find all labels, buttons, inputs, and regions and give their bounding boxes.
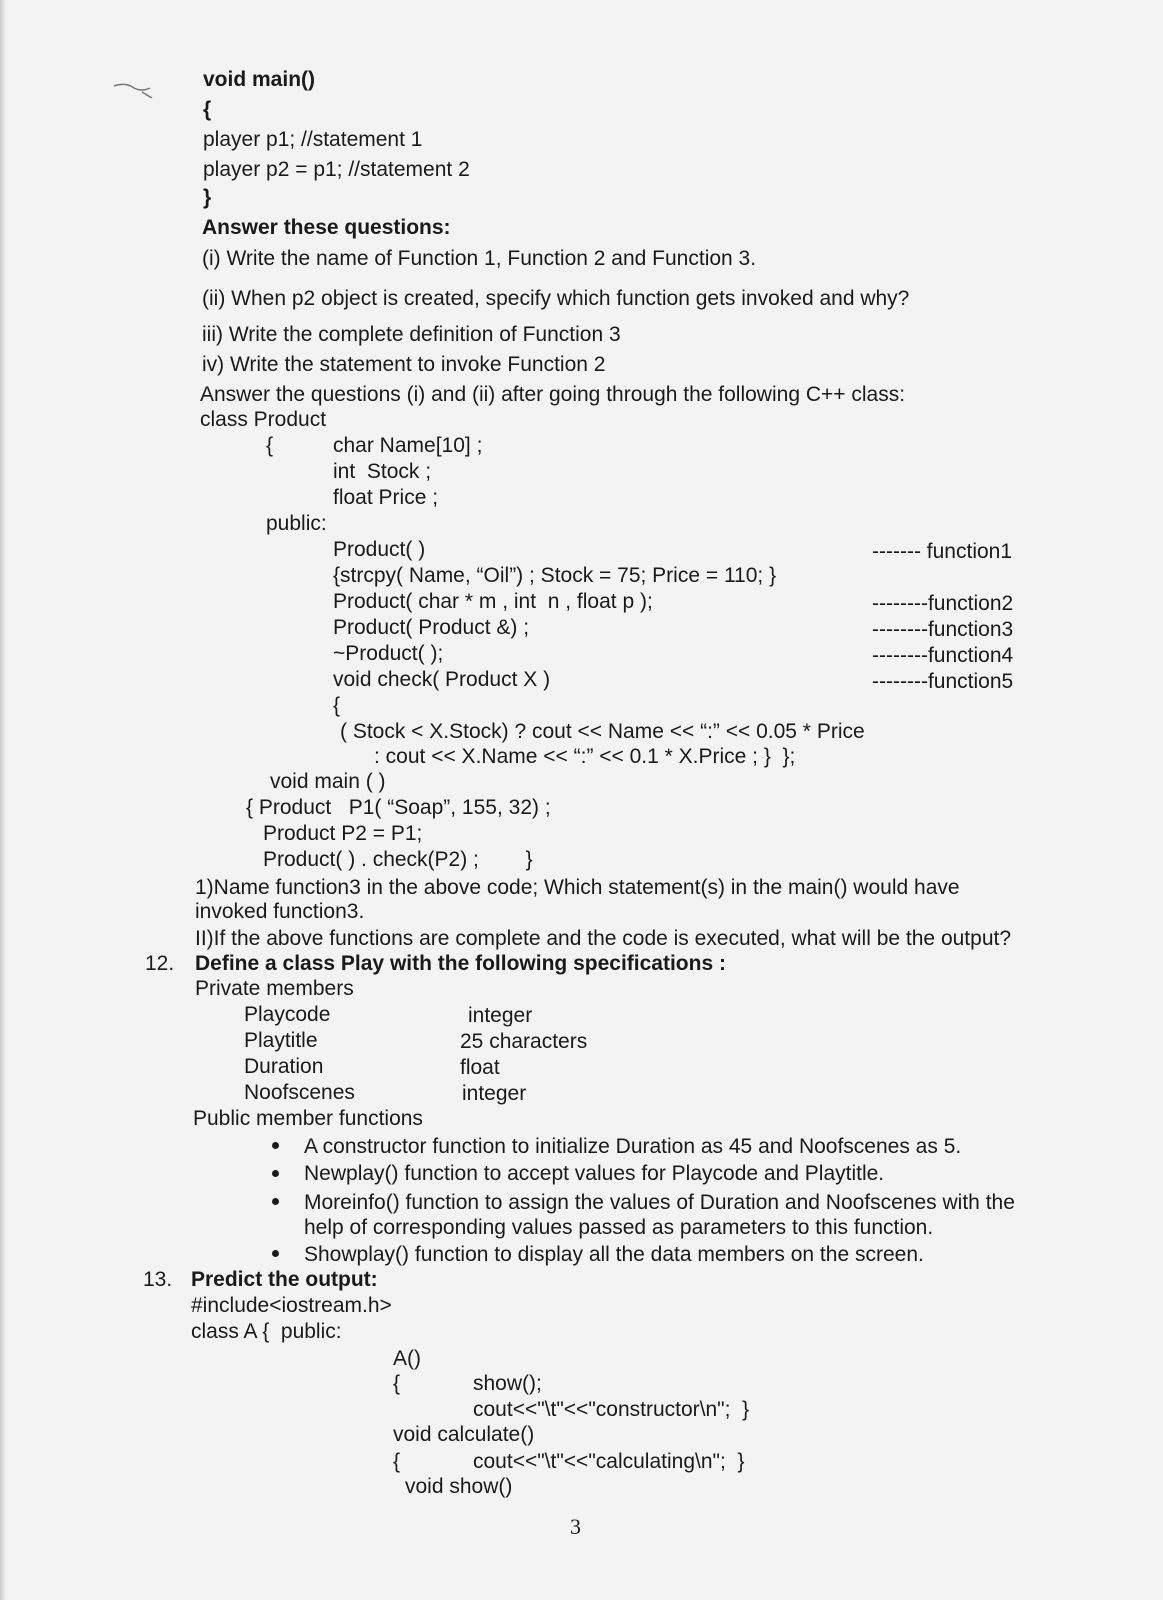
code-line: { (266, 434, 274, 457)
code-line: cout<<"\t"<<"constructor\n"; } (473, 1398, 750, 1421)
bullet-icon (272, 1142, 279, 1149)
code-line: char Name[10] ; (333, 434, 483, 457)
question-part: iv) Write the statement to invoke Function 2 (202, 353, 606, 376)
function-label: --------function3 (872, 618, 1014, 641)
code-line: ( Stock < X.Stock) ? cout << Name << “:” << 0.05 * Price (340, 720, 865, 743)
question-part: (i) Write the name of Function 1, Function 2 and Function 3. (202, 247, 757, 270)
code-line: class Product (200, 408, 327, 431)
code-line: public: (266, 512, 327, 535)
question-part: II)If the above functions are complete and the code is executed, what will be the output? (195, 927, 1012, 950)
pen-mark-icon (112, 78, 157, 98)
code-line: { (203, 98, 212, 121)
code-line: show(); (473, 1372, 542, 1395)
question-heading: Answer these questions: (202, 216, 451, 239)
code-line: cout<<"\t"<<"calculating\n"; } (473, 1450, 745, 1473)
code-line: {strcpy( Name, “Oil”) ; Stock = 75; Price = 110; } (333, 564, 777, 587)
member-type: float (460, 1056, 500, 1079)
member-name: Playcode (244, 1003, 331, 1026)
code-line: void check( Product X ) (333, 668, 551, 691)
member-name: Noofscenes (244, 1081, 355, 1104)
function-label: --------function2 (872, 592, 1014, 615)
code-line: Product( ) (333, 538, 426, 561)
code-line: #include<iostream.h> (191, 1294, 392, 1317)
question-part: invoked function3. (195, 900, 365, 923)
code-line: { (333, 694, 341, 717)
question-part: (ii) When p2 object is created, specify which function gets invoked and why? (202, 287, 910, 310)
question-title: Predict the output: (191, 1268, 378, 1291)
section-label: Public member functions (193, 1107, 423, 1130)
question-title: Define a class Play with the following specifications : (195, 952, 726, 975)
code-line: class A { public: (191, 1320, 342, 1343)
code-line: float Price ; (333, 486, 439, 509)
function-label: --------function4 (872, 644, 1014, 667)
code-line: void calculate() (393, 1423, 535, 1446)
code-line: Product( ) . check(P2) ; } (263, 848, 533, 871)
question-number: 13. (143, 1268, 173, 1291)
code-line: A() (393, 1347, 421, 1370)
function-label: ------- function1 (872, 540, 1013, 563)
code-line: : cout << X.Name << “:” << 0.1 * X.Price ; } }; (374, 745, 796, 768)
question-part: 1)Name function3 in the above code; Which statement(s) in the main() would have (195, 876, 960, 899)
section-label: Private members (195, 977, 354, 1000)
scan-edge (0, 0, 6, 1600)
bullet-text: help of corresponding values passed as parameters to this function. (304, 1216, 934, 1239)
bullet-text: Showplay() function to display all the data members on the screen. (304, 1243, 924, 1266)
page-number: 3 (570, 1514, 581, 1539)
member-type: integer (462, 1082, 527, 1105)
bullet-text: A constructor function to initialize Duration as 45 and Noofscenes as 5. (304, 1135, 962, 1158)
question-number: 12. (145, 952, 175, 975)
code-line: ~Product( ); (333, 642, 444, 665)
code-line: player p1; //statement 1 (203, 128, 423, 151)
member-type: 25 characters (460, 1030, 588, 1053)
code-line: { (393, 1450, 401, 1473)
bullet-icon (272, 1250, 279, 1257)
member-name: Duration (244, 1055, 324, 1078)
code-line: void main ( ) (270, 770, 386, 793)
question-intro: Answer the questions (i) and (ii) after going through the following C++ class: (200, 383, 906, 406)
member-name: Playtitle (244, 1029, 318, 1052)
bullet-text: Newplay() function to accept values for Playcode and Playtitle. (304, 1162, 885, 1185)
code-line: { (393, 1372, 401, 1395)
code-line: } (203, 186, 212, 209)
code-line: Product( Product &) ; (333, 616, 530, 639)
code-line: int Stock ; (333, 460, 432, 483)
bullet-icon (272, 1170, 279, 1177)
question-part: iii) Write the complete definition of Function 3 (202, 323, 621, 346)
function-label: --------function5 (872, 670, 1014, 693)
member-type: integer (468, 1004, 533, 1027)
code-line: player p2 = p1; //statement 2 (203, 158, 470, 181)
bullet-text: Moreinfo() function to assign the values of Duration and Noofscenes with the (304, 1191, 1015, 1214)
code-line: Product( char * m , int n , float p ); (333, 590, 653, 613)
code-line: { Product P1( “Soap”, 155, 32) ; (246, 796, 551, 819)
code-line: Product P2 = P1; (263, 822, 423, 845)
code-line: void main() (203, 68, 316, 91)
code-line: void show() (405, 1475, 513, 1498)
bullet-icon (272, 1198, 279, 1205)
